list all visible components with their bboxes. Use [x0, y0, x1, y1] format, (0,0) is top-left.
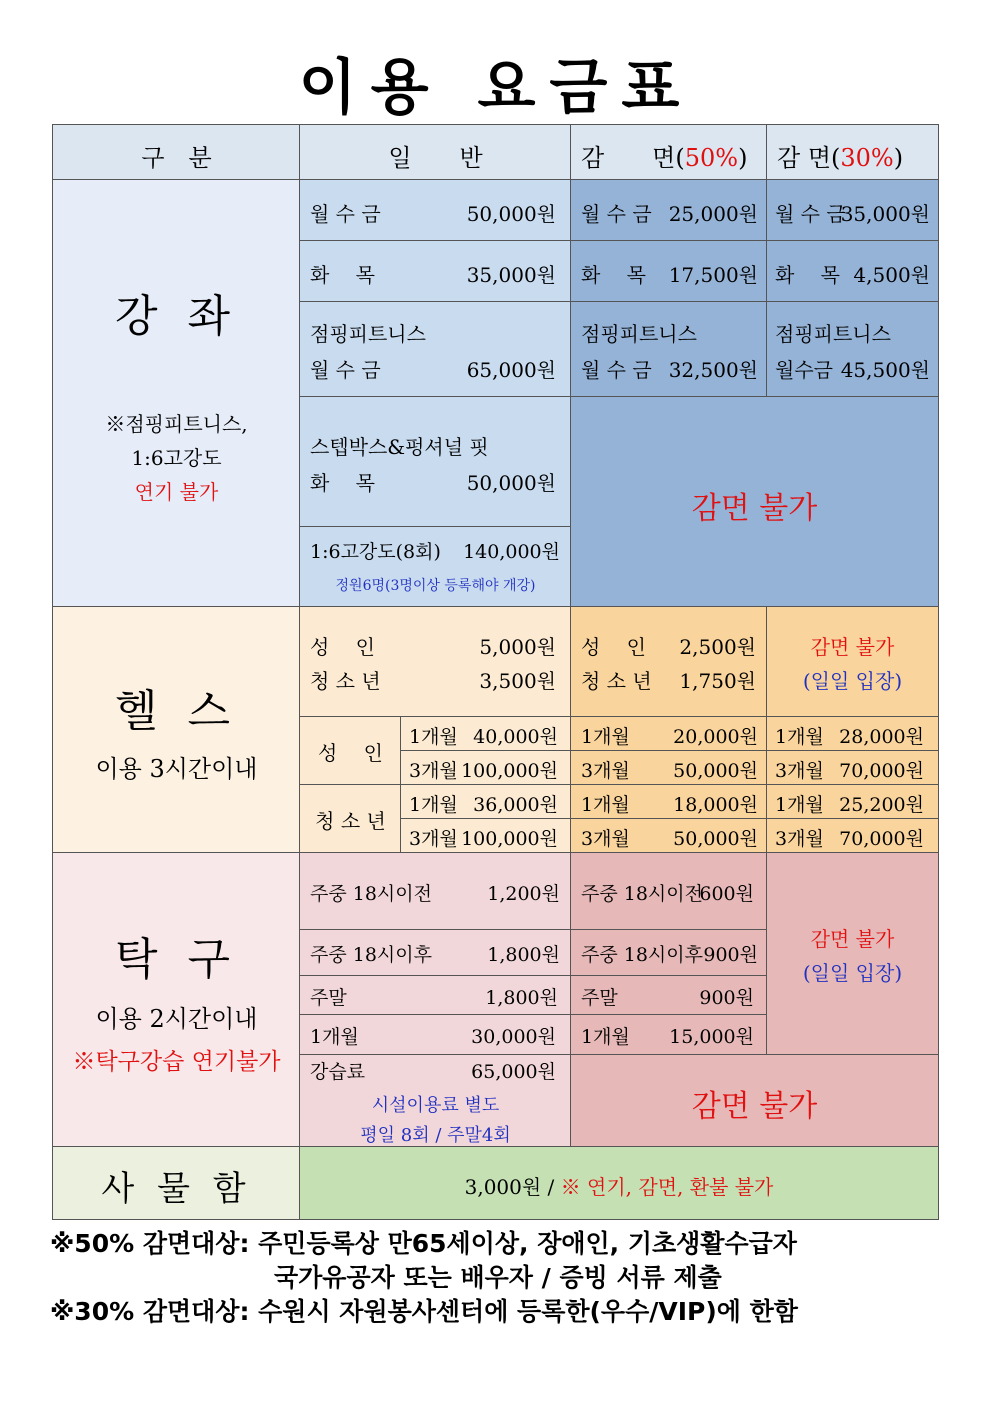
lecture-jump-50	[571, 302, 767, 397]
lecture-hiit-general	[300, 527, 571, 607]
tabletennis-after18-50-label: 주중 18시이후	[581, 944, 703, 966]
health-daily-50-adult-label: 성 인	[581, 635, 646, 659]
lecture-monthly-general-price: 50,000원	[466, 202, 556, 226]
health-youth-m1-30-label: 1개월	[775, 794, 824, 816]
lecture-note-3: 연기 불가	[134, 480, 219, 504]
health-adult-m1-general	[401, 717, 571, 751]
locker-category-cell	[53, 1147, 300, 1219]
lecture-monthly-30	[767, 180, 938, 241]
health-daily-50-youth-price: 1,750원	[679, 669, 756, 693]
header-discount30-close: )	[893, 144, 904, 172]
tabletennis-month-50	[571, 1015, 767, 1055]
lecture-jump-30-sub: 월수금	[775, 358, 833, 382]
tabletennis-lesson-price: 65,000원	[471, 1061, 556, 1083]
lecture-jump-general-price: 65,000원	[466, 358, 556, 382]
health-youth-m1-30-price: 25,200원	[839, 794, 924, 816]
locker-name: 사 물 함	[101, 1169, 252, 1209]
tabletennis-before18-50	[571, 853, 767, 930]
lecture-step-label: 스텝박스&펑셔널 핏	[310, 435, 489, 459]
header-discount50-cell	[571, 125, 767, 180]
header-discount50-pct: 50%	[684, 144, 739, 172]
tabletennis-lesson-label: 강습료	[310, 1061, 366, 1083]
health-youth-label: 청 소 년	[315, 809, 386, 833]
health-daily-adult-label: 성 인	[310, 635, 375, 659]
health-name: 헬 스	[115, 686, 238, 737]
lecture-jump-30-label: 점핑피트니스	[775, 322, 891, 346]
tabletennis-after18-50-price: 900원	[703, 944, 758, 966]
tabletennis-weekend-50-label: 주말	[581, 987, 618, 1009]
health-adult-m1-50-label: 1개월	[581, 726, 630, 748]
lecture-tuethu-50-label: 화 목	[581, 263, 646, 287]
lecture-note-1: ※점핑피트니스,	[105, 412, 248, 436]
health-daily-30-entry: (일일 입장)	[802, 669, 903, 693]
header-category: 구 분	[141, 144, 212, 172]
tabletennis-month-50-label: 1개월	[581, 1026, 630, 1048]
tabletennis-sub: 이용 2시간이내	[95, 1005, 258, 1033]
tabletennis-before18-50-price: 600원	[699, 883, 754, 905]
tabletennis-weekend-50-price: 900원	[699, 987, 754, 1009]
lecture-jump-50-label: 점핑피트니스	[581, 322, 697, 346]
lecture-monthly-30-label: 월 수 금	[775, 202, 846, 226]
health-daily-50	[571, 607, 767, 717]
header-discount30-cell	[767, 125, 938, 180]
tabletennis-month-50-price: 15,000원	[669, 1026, 754, 1048]
tabletennis-month-general	[300, 1015, 571, 1055]
health-youth-m3-price: 100,000원	[461, 828, 558, 850]
health-sub: 이용 3시간이내	[95, 755, 258, 783]
health-daily-youth-price: 3,500원	[479, 669, 556, 693]
tabletennis-weekend-price: 1,800원	[485, 987, 558, 1009]
tabletennis-before18-50-label: 주중 18시이전	[581, 883, 703, 905]
health-youth-m3-50-label: 3개월	[581, 828, 630, 850]
header-discount50	[581, 138, 747, 173]
tabletennis-before18-label: 주중 18시이전	[310, 883, 432, 905]
discount-note-30: ※30% 감면대상: 수원시 자원봉사센터에 등록한(우수/VIP)에 한함	[50, 1297, 798, 1326]
lecture-tuethu-50-price: 17,500원	[668, 263, 758, 287]
tabletennis-after18-label: 주중 18시이후	[310, 944, 432, 966]
health-category-cell	[53, 607, 300, 853]
health-adult-m3-label: 3개월	[409, 760, 458, 782]
lecture-no-discount: 감면 불가	[691, 491, 818, 526]
tabletennis-lesson-note-1: 시설이용료 별도	[371, 1095, 500, 1116]
tabletennis-after18-50	[571, 930, 767, 976]
lecture-monthly-label: 월 수 금	[310, 202, 381, 226]
discount-note-50-cont: 국가유공자 또는 배우자 / 증빙 서류 제출	[274, 1263, 722, 1292]
header-discount50-prefix: 감 면(	[581, 144, 685, 172]
health-youth-m1-general	[401, 785, 571, 819]
header-discount50-close: )	[738, 144, 748, 172]
lecture-jump-30	[767, 302, 938, 397]
health-youth-m3-label: 3개월	[409, 828, 458, 850]
lecture-jump-general	[300, 302, 571, 397]
header-general: 일 반	[388, 144, 483, 172]
locker-price: 3,000원 /	[464, 1175, 561, 1199]
health-youth-m3-30	[767, 819, 938, 853]
health-daily-50-youth-label: 청 소 년	[581, 669, 652, 693]
tabletennis-weekend-50	[571, 976, 767, 1015]
health-daily-general	[300, 607, 571, 717]
tabletennis-before18-general	[300, 853, 571, 930]
tabletennis-daily-30-no-discount: 감면 불가	[810, 927, 895, 951]
health-adult-m3-30	[767, 751, 938, 785]
health-youth-m3-30-label: 3개월	[775, 828, 824, 850]
health-daily-adult-price: 5,000원	[479, 635, 556, 659]
lecture-monthly-30-price: 35,000원	[840, 202, 930, 226]
health-daily-30-no-discount: 감면 불가	[810, 635, 895, 659]
lecture-jump-50-sub: 월 수 금	[581, 358, 652, 382]
health-youth-m3-general	[401, 819, 571, 853]
health-adult-m3-30-label: 3개월	[775, 760, 824, 782]
lecture-note-2: 1:6고강도	[131, 446, 222, 470]
page-title: 이용 요금표	[298, 53, 694, 123]
tabletennis-weekend-general	[300, 976, 571, 1015]
health-adult-m3-general	[401, 751, 571, 785]
tabletennis-note: ※탁구강습 연기불가	[72, 1049, 281, 1075]
lecture-tuethu-30-label: 화 목	[775, 263, 840, 287]
lecture-monthly-50	[571, 180, 767, 241]
health-youth-m3-50-price: 50,000원	[673, 828, 758, 850]
tabletennis-lesson-general	[300, 1055, 571, 1147]
tabletennis-weekend-label: 주말	[310, 987, 347, 1009]
health-adult-m1-30-label: 1개월	[775, 726, 824, 748]
header-discount30-prefix: 감 면(	[777, 144, 841, 172]
tabletennis-daily-30	[767, 853, 938, 1055]
locker-price-line	[300, 1171, 938, 1200]
health-adult-m1-price: 40,000원	[473, 726, 558, 748]
lecture-no-discount-cell	[571, 397, 938, 607]
fee-table	[52, 124, 939, 1220]
lecture-name: 강 좌	[115, 291, 238, 342]
lecture-tuethu-general-price: 35,000원	[466, 263, 556, 287]
tabletennis-category-cell	[53, 853, 300, 1147]
tabletennis-before18-price: 1,200원	[487, 883, 560, 905]
health-youth-label-cell	[300, 785, 401, 853]
locker-price-cell	[300, 1147, 938, 1219]
health-adult-m3-50-price: 50,000원	[673, 760, 758, 782]
lecture-monthly-general	[300, 180, 571, 241]
health-adult-m1-50-price: 20,000원	[673, 726, 758, 748]
lecture-hiit-label: 1:6고강도(8회)	[310, 541, 441, 563]
lecture-tuethu-label: 화 목	[310, 263, 375, 287]
lecture-hiit-note: 정원6명(3명이상 등록해야 개강)	[335, 578, 536, 594]
tabletennis-month-label: 1개월	[310, 1026, 359, 1048]
lecture-step-sub: 화 목	[310, 471, 375, 495]
tabletennis-lesson-no-discount: 감면 불가	[691, 1089, 818, 1124]
lecture-jump-50-price: 32,500원	[668, 358, 758, 382]
health-adult-m3-price: 100,000원	[461, 760, 558, 782]
tabletennis-name: 탁 구	[115, 934, 238, 985]
lecture-tuethu-30-price: 4,500원	[853, 263, 930, 287]
lecture-tuethu-50	[571, 241, 767, 302]
health-adult-label: 성 인	[318, 741, 383, 765]
health-adult-m1-30	[767, 717, 938, 751]
health-youth-m1-50	[571, 785, 767, 819]
health-daily-50-adult-price: 2,500원	[679, 635, 756, 659]
lecture-step-general-price: 50,000원	[466, 471, 556, 495]
health-adult-m1-30-price: 28,000원	[839, 726, 924, 748]
tabletennis-after18-general	[300, 930, 571, 976]
lecture-monthly-50-price: 25,000원	[668, 202, 758, 226]
health-daily-youth-label: 청 소 년	[310, 669, 381, 693]
tabletennis-lesson-no-discount-cell	[571, 1055, 938, 1147]
tabletennis-daily-30-entry: (일일 입장)	[802, 961, 903, 985]
tabletennis-lesson-note-2: 평일 8회 / 주말4회	[360, 1125, 511, 1146]
health-youth-m1-price: 36,000원	[473, 794, 558, 816]
health-youth-m3-30-price: 70,000원	[839, 828, 924, 850]
health-youth-m1-30	[767, 785, 938, 819]
header-category-cell	[53, 125, 300, 180]
locker-note: ※ 연기, 감면, 환불 불가	[560, 1175, 774, 1199]
lecture-hiit-general-price: 140,000원	[463, 541, 560, 563]
health-adult-label-cell	[300, 717, 401, 785]
discount-note-50: ※50% 감면대상: 주민등록상 만65세이상, 장애인, 기초생활수급자	[50, 1229, 797, 1258]
health-adult-m1-50	[571, 717, 767, 751]
health-adult-m3-30-price: 70,000원	[839, 760, 924, 782]
health-daily-30	[767, 607, 938, 717]
health-adult-m3-50	[571, 751, 767, 785]
tabletennis-month-price: 30,000원	[471, 1026, 556, 1048]
lecture-tuethu-general	[300, 241, 571, 302]
health-adult-m3-50-label: 3개월	[581, 760, 630, 782]
health-youth-m1-50-label: 1개월	[581, 794, 630, 816]
lecture-tuethu-30	[767, 241, 938, 302]
lecture-jump-30-price: 45,500원	[840, 358, 930, 382]
lecture-step-general	[300, 397, 571, 527]
health-youth-m3-50	[571, 819, 767, 853]
lecture-category-cell	[53, 180, 300, 607]
health-youth-m1-label: 1개월	[409, 794, 458, 816]
health-youth-m1-50-price: 18,000원	[673, 794, 758, 816]
header-discount30	[777, 138, 903, 173]
lecture-monthly-50-label: 월 수 금	[581, 202, 652, 226]
header-general-cell	[300, 125, 571, 180]
tabletennis-after18-price: 1,800원	[487, 944, 560, 966]
lecture-jump-sub: 월 수 금	[310, 358, 381, 382]
health-adult-m1-label: 1개월	[409, 726, 458, 748]
header-discount30-pct: 30%	[840, 144, 894, 172]
lecture-jump-label: 점핑피트니스	[310, 322, 426, 346]
